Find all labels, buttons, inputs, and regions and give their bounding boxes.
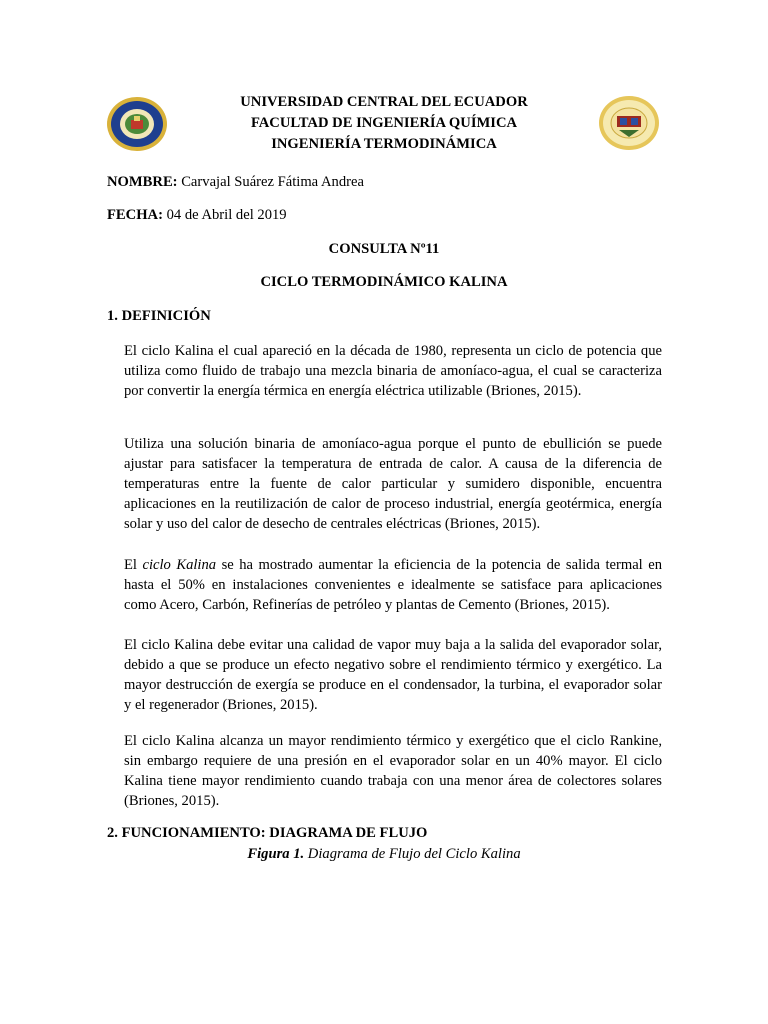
paragraph-italic-text: ciclo Kalina <box>142 557 217 573</box>
figure-caption <box>0 846 768 863</box>
university-name: UNIVERSIDAD CENTRAL DEL ECUADOR <box>240 94 528 110</box>
document-header <box>0 92 768 155</box>
date-label: FECHA: <box>107 207 163 223</box>
paragraph: El ciclo Kalina alcanza un mayor rendimiento térmico y exergético que el ciclo Rankine, sin embargo requiere de una presión en el evaporador solar en un 40% mayor. El ciclo Kalina tiene mayor rendimiento cuando trabaja con una menor área de colectores solares (Briones, 2015). <box>124 733 662 809</box>
paragraph-text: se ha mostrado aumentar la eficiencia de la potencia de salida termal en hasta el 50% en instalaciones convenientes e idealmente se satisface para aplicaciones como Acero, Carbón, Refinerías de petróleo y plantas de Cemento (Briones, 2015). <box>124 557 663 613</box>
section-heading-funcionamiento: 2. FUNCIONAMIENTO: DIAGRAMA DE FLUJO <box>107 825 428 841</box>
figure-caption-text: Diagrama de Flujo del Ciclo Kalina <box>304 846 521 862</box>
faculty-name: FACULTAD DE INGENIERÍA QUÍMICA <box>250 115 518 131</box>
course-name: INGENIERÍA TERMODINÁMICA <box>271 136 497 152</box>
name-value: Carvajal Suárez Fátima Andrea <box>177 174 364 190</box>
document-title: CICLO TERMODINÁMICO KALINA <box>260 274 508 290</box>
paragraph-text: El <box>124 557 143 573</box>
date-field <box>107 207 287 224</box>
paragraph <box>124 555 662 615</box>
paragraph: El ciclo Kalina debe evitar una calidad de vapor muy baja a la salida del evaporador solar, debido a que se produce un efecto negativo sobre el rendimiento térmico y exergético. La mayor destrucción de exergía se produce en el condensador, la turbina, el evaporador solar y el regenerador (Briones, 2015). <box>124 637 662 713</box>
paragraph: Utiliza una solución binaria de amoníaco-agua porque el punto de ebullición se puede ajustar para satisfacer la temperatura de entrada de calor. A causa de la diferencia de temperaturas entre la fuente de calor particular y sumidero disponible, encuentra aplicaciones en la reutilización de calor de proceso industrial, energía geotérmica, energía solar y uso del calor de desecho de centrales eléctricas (Briones, 2015). <box>124 436 662 532</box>
name-field <box>107 174 364 191</box>
name-label: NOMBRE: <box>107 174 178 190</box>
figure-label: Figura 1. <box>247 846 305 862</box>
consulta-title: CONSULTA Nº11 <box>328 241 440 257</box>
date-value: 04 de Abril del 2019 <box>162 207 287 223</box>
paragraph: El ciclo Kalina el cual apareció en la década de 1980, representa un ciclo de potencia que utiliza como fluido de trabajo una mezcla binaria de amoníaco-agua, el cual se caracteriza por convertir la energía térmica en energía eléctrica utilizable (Briones, 2015). <box>124 343 662 399</box>
section-heading-definicion: 1. DEFINICIÓN <box>107 308 211 324</box>
